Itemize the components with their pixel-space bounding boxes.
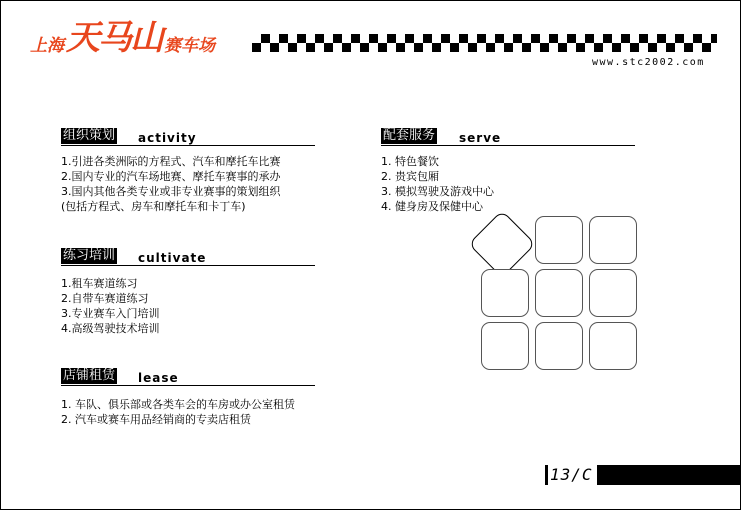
logo-prefix: 上海 <box>30 36 64 56</box>
list-item: 4.高级驾驶技术培训 <box>61 322 160 335</box>
cultivate-title-en: cultivate <box>138 251 207 265</box>
list-item: 3. 模拟驾驶及游戏中心 <box>381 185 494 198</box>
list-item: 3.国内其他各类专业或非专业赛事的策划组织 <box>61 185 281 198</box>
cultivate-heading <box>61 248 315 266</box>
serve-title-en: serve <box>459 131 502 145</box>
activity-list <box>61 154 281 214</box>
checkered-flag-bar <box>252 34 717 52</box>
list-item: 4. 健身房及保健中心 <box>381 200 483 213</box>
list-item: 1. 车队、俱乐部或各类车会的车房或办公室租赁 <box>61 398 295 411</box>
list-item: 1. 特色餐饮 <box>381 155 439 168</box>
photo-tile <box>589 269 637 317</box>
photo-tile <box>589 322 637 370</box>
list-item: 3.专业赛车入门培训 <box>61 307 160 320</box>
activity-heading <box>61 128 315 146</box>
lease-title-en: lease <box>138 371 179 385</box>
lease-title-zh: 店铺租赁 <box>63 368 116 383</box>
activity-title-zh: 组织策划 <box>63 128 116 143</box>
logo-suffix: 赛车场 <box>164 36 215 56</box>
activity-title-en: activity <box>138 131 197 145</box>
lease-heading <box>61 368 315 386</box>
photo-tile <box>481 322 529 370</box>
page-badge-text: 13/C <box>548 465 597 485</box>
photo-tile <box>535 216 583 264</box>
logo-name: 天马山 <box>66 18 162 58</box>
list-item: 2.自带车赛道练习 <box>61 292 149 305</box>
website-url: www.stc2002.com <box>592 57 705 68</box>
list-item: 2.国内专业的汽车场地赛、摩托车赛事的承办 <box>61 170 281 183</box>
serve-list <box>381 154 494 214</box>
list-item: 1.租车赛道练习 <box>61 277 138 290</box>
site-logo <box>30 14 215 58</box>
photo-tile <box>535 322 583 370</box>
serve-heading <box>381 128 635 146</box>
cultivate-list <box>61 276 160 336</box>
photo-tile <box>535 269 583 317</box>
serve-title-zh: 配套服务 <box>383 128 436 143</box>
cultivate-title-zh: 练习培训 <box>63 248 116 263</box>
photo-tile <box>481 269 529 317</box>
list-item: 1.引进各类洲际的方程式、汽车和摩托车比赛 <box>61 155 281 168</box>
photo-tile <box>589 216 637 264</box>
list-item: 2. 汽车或赛车用品经销商的专卖店租赁 <box>61 413 251 426</box>
list-item: 2. 贵宾包厢 <box>381 170 439 183</box>
lease-list <box>61 397 295 427</box>
list-item: (包括方程式、房车和摩托车和卡丁车) <box>61 200 246 213</box>
